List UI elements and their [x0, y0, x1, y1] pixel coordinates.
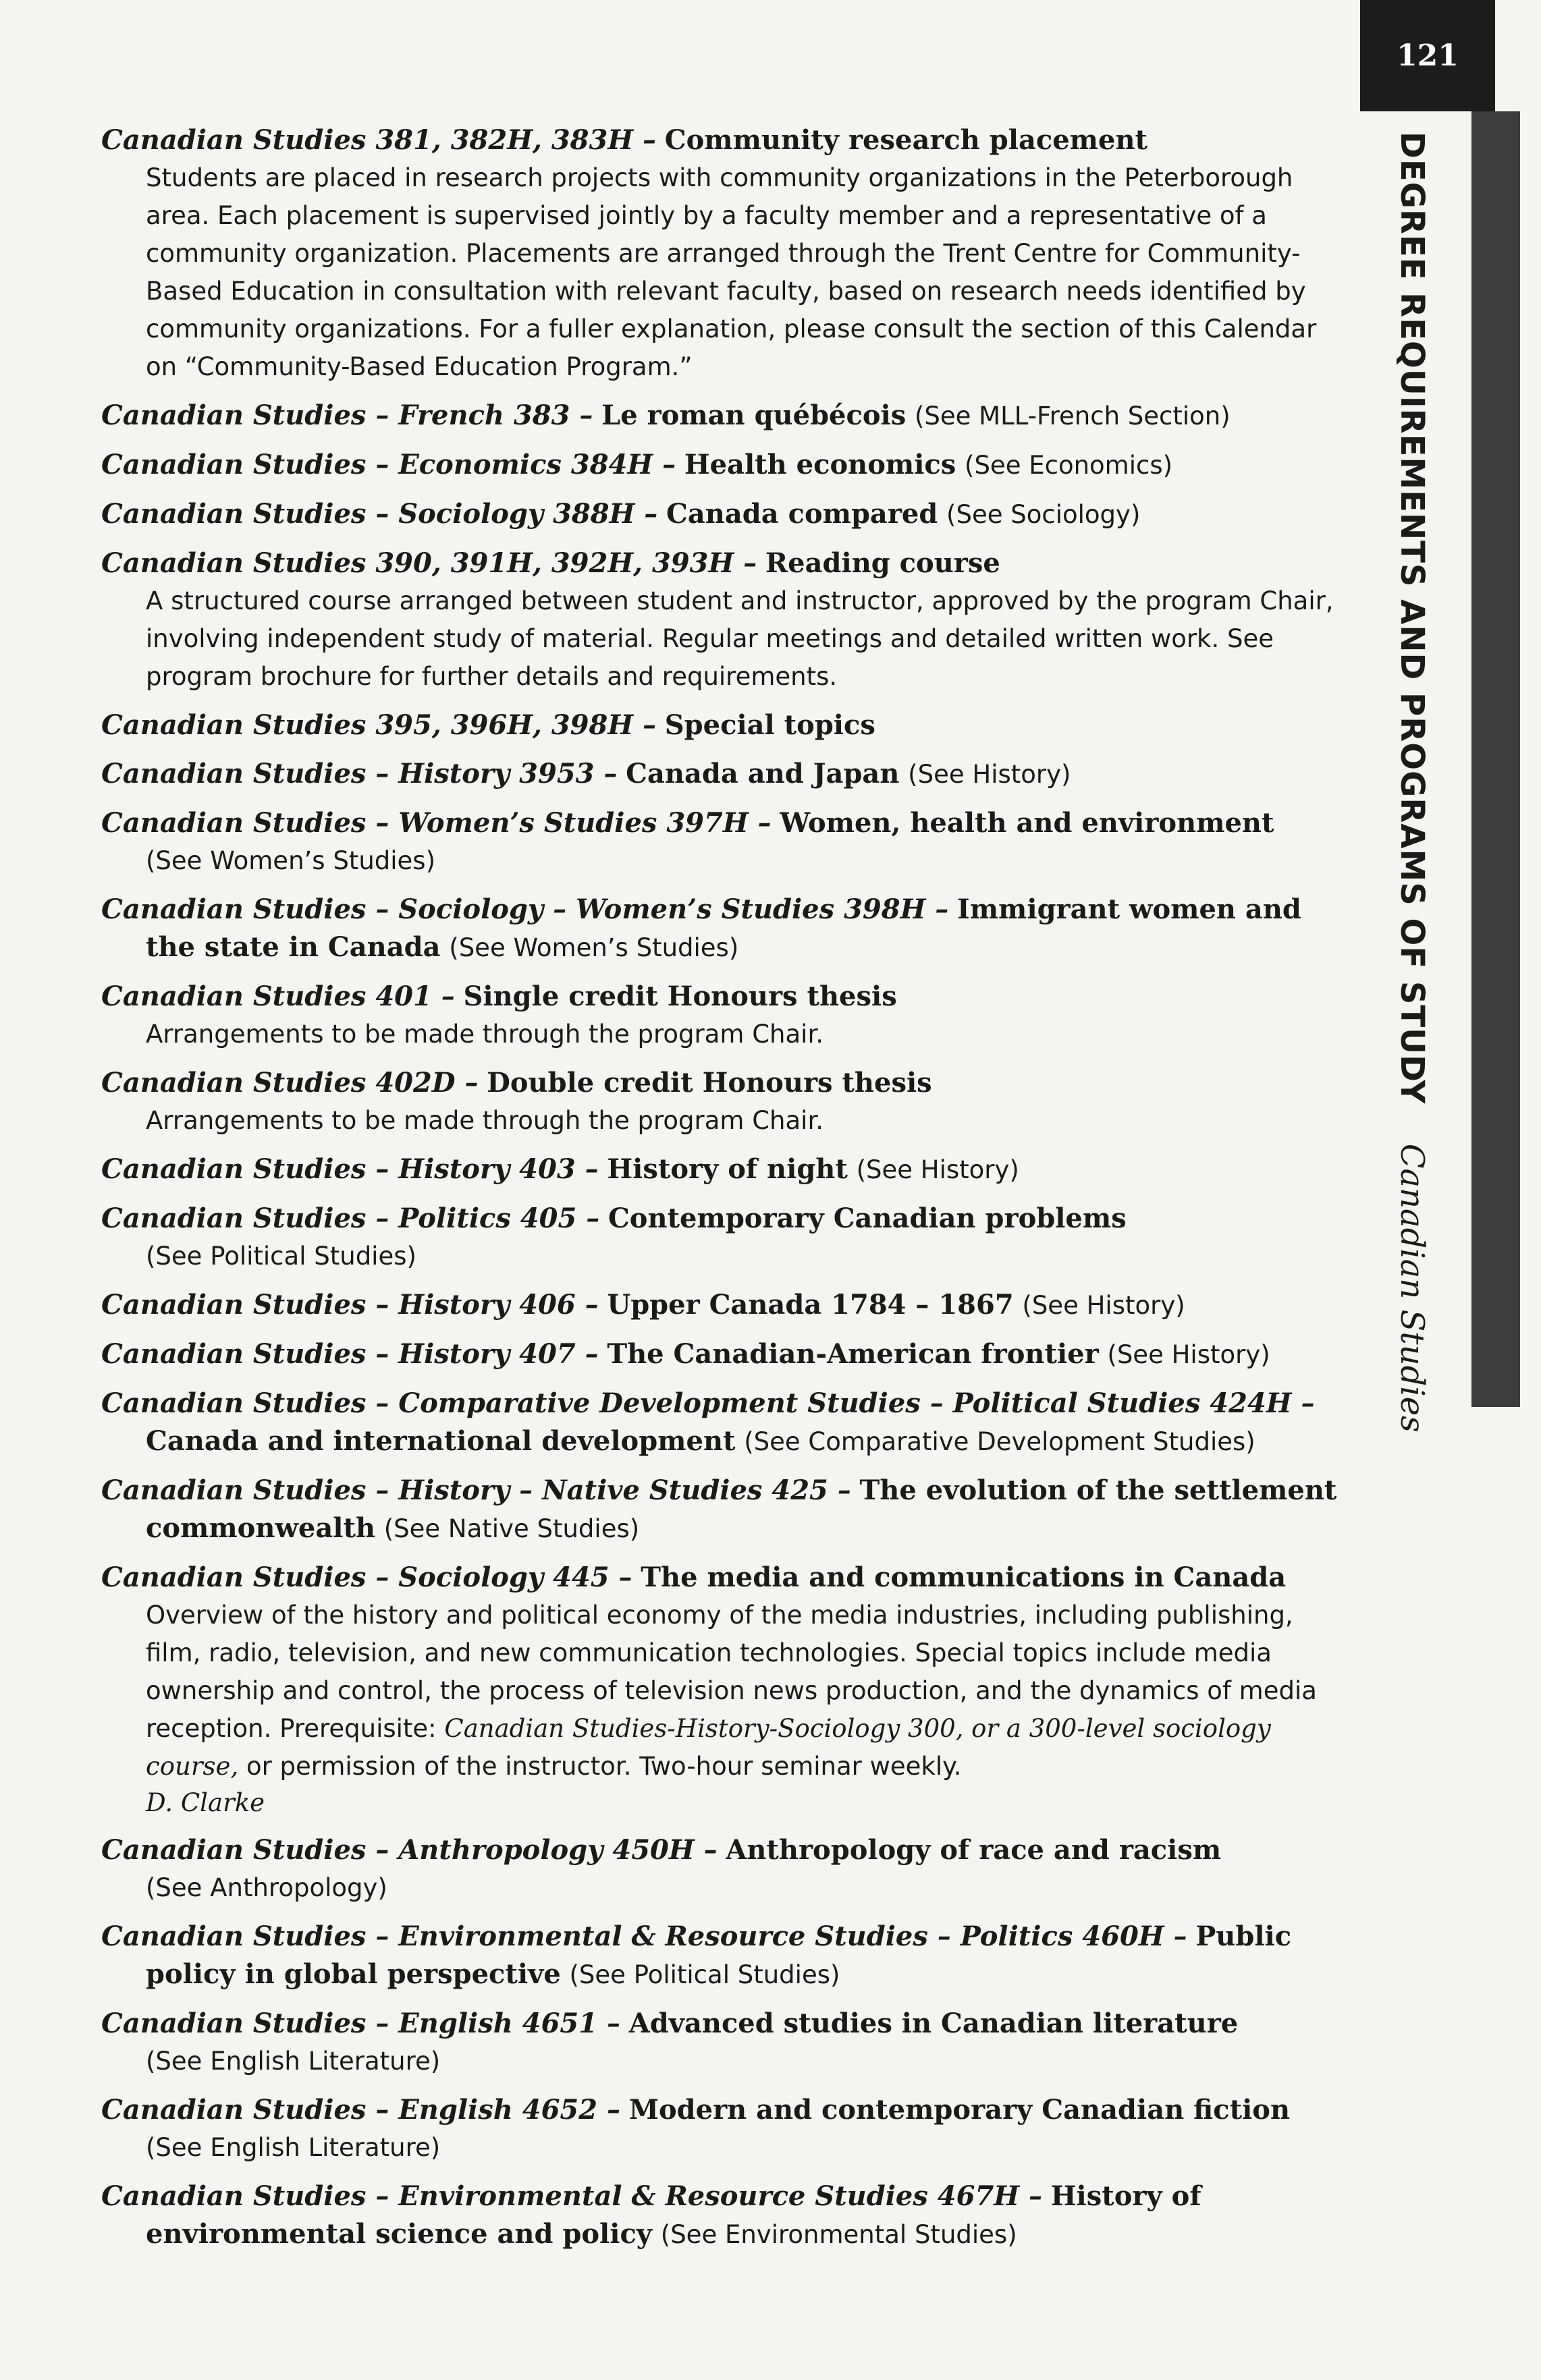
course-see-ref: (See History): [908, 760, 1071, 789]
course-title: Immigrant women and the state in Canada: [146, 893, 1301, 963]
course-heading: [101, 2091, 1350, 2129]
course-title: Canada compared: [666, 498, 938, 530]
course-code: Canadian Studies – History 407 –: [101, 1338, 599, 1370]
course-title: Public policy in global perspective: [146, 1920, 1292, 1990]
course-entry: [101, 891, 1350, 967]
course-heading: [101, 804, 1350, 842]
course-entry: [101, 978, 1350, 1053]
course-entry: [101, 1831, 1350, 1907]
course-see-ref: (See History): [1022, 1291, 1185, 1320]
course-description-text: Overview of the history and political economy of the media industries, including publishing, film, radio, television, and new communication technologies. Special topics include media ownership and control, the process of television news production, and the dynamics of media reception. Prerequisite:: [146, 1601, 1317, 1743]
course-see-ref: (See English Literature): [146, 2133, 441, 2162]
course-description: Arrangements to be made through the program Chair.: [146, 1106, 824, 1135]
course-description: Arrangements to be made through the program Chair.: [146, 1020, 824, 1049]
course-heading: [101, 891, 1350, 967]
course-code: Canadian Studies – English 4652 –: [101, 2094, 620, 2126]
course-title: Upper Canada 1784 – 1867: [607, 1289, 1014, 1321]
course-code: Canadian Studies – Women’s Studies 397H –: [101, 807, 772, 839]
course-description: Students are placed in research projects with community organizations in the Peterborough area. Each placement is supervised jointly by a faculty member and a representative of a community organization. Placements are arranged through the Trent Centre for Community-Based Education in consultation with relevant faculty, based on research needs identified by community organizations. For a fuller explanation, please consult the section of this Calendar on “Community-Based Education Program.”: [146, 163, 1317, 381]
course-code: Canadian Studies – Politics 405 –: [101, 1202, 600, 1234]
course-heading: [101, 707, 1350, 744]
course-description: A structured course arranged between student and instructor, approved by the program Chair, involving independent study of material. Regular meetings and detailed written work. See program brochure for further details and requirements.: [146, 586, 1334, 691]
course-title: Single credit Honours thesis: [463, 980, 897, 1012]
course-prerequisite: Canadian Studies-History-Sociology 300, or a 300-level sociology course,: [146, 1714, 1271, 1781]
course-entry: [101, 397, 1350, 435]
course-heading: [101, 1200, 1350, 1238]
course-heading: [101, 397, 1350, 435]
course-see-ref: (See Women’s Studies): [449, 933, 739, 962]
course-code: Canadian Studies 402D –: [101, 1067, 479, 1099]
course-title: Reading course: [765, 547, 1000, 579]
course-description: [101, 1597, 1350, 1786]
course-title: Canada and Japan: [626, 758, 900, 790]
course-title: Community research placement: [664, 124, 1148, 156]
course-code: Canadian Studies – Comparative Development Studies – Political Studies 424H –: [101, 1387, 1315, 1419]
course-description-end: or permission of the instructor. Two-hour seminar weekly.: [246, 1752, 962, 1781]
course-title: Women, health and environment: [780, 807, 1274, 839]
course-code: Canadian Studies – History 403 –: [101, 1153, 599, 1185]
course-entry: [101, 1200, 1350, 1275]
course-code: Canadian Studies – French 383 –: [101, 399, 593, 431]
course-entry: [101, 804, 1350, 880]
course-code: Canadian Studies – History 406 –: [101, 1289, 599, 1321]
section-side-label: [1393, 132, 1431, 1433]
course-code: Canadian Studies – History – Native Studies 425 –: [101, 1474, 851, 1506]
course-see-ref: (See Political Studies): [569, 1960, 840, 1989]
course-title: Anthropology of race and racism: [726, 1834, 1222, 1866]
course-title: Modern and contemporary Canadian fiction: [628, 2094, 1291, 2126]
course-entry: [101, 2178, 1350, 2254]
course-entry: [101, 446, 1350, 485]
course-see-ref: (See Anthropology): [146, 1873, 387, 1902]
course-code: Canadian Studies – Anthropology 450H –: [101, 1834, 718, 1866]
course-heading: [101, 1151, 1350, 1189]
course-title: The evolution of the settlement commonwealth: [146, 1474, 1337, 1544]
course-code: Canadian Studies – Sociology 445 –: [101, 1561, 632, 1593]
course-heading: [101, 978, 1350, 1016]
course-heading: [101, 495, 1350, 534]
course-code: Canadian Studies 401 –: [101, 980, 455, 1012]
course-see-ref: (See History): [1107, 1340, 1270, 1369]
course-heading: [101, 545, 1350, 582]
course-see-ref: (See Comparative Development Studies): [744, 1427, 1255, 1456]
course-title: The Canadian-American frontier: [607, 1338, 1099, 1370]
course-see-ref: (See Economics): [965, 451, 1173, 480]
course-entry: [101, 1472, 1350, 1548]
course-title: History of environmental science and policy: [146, 2180, 1201, 2250]
course-title: Health economics: [684, 449, 956, 480]
course-code: Canadian Studies – Sociology – Women’s Studies 398H –: [101, 893, 949, 925]
course-code: Canadian Studies 390, 391H, 392H, 393H –: [101, 547, 757, 579]
course-heading: [101, 1286, 1350, 1325]
course-title: Le roman québécois: [601, 399, 907, 431]
course-see-ref: (See Women’s Studies): [146, 846, 436, 875]
course-heading: [101, 2178, 1350, 2254]
course-entry: [101, 121, 1350, 386]
course-title: History of night: [607, 1153, 848, 1185]
course-title: Contemporary Canadian problems: [607, 1202, 1127, 1234]
course-heading: [101, 1064, 1350, 1102]
course-see-ref: (See History): [856, 1155, 1019, 1184]
course-see-ref: (See Political Studies): [146, 1242, 416, 1271]
course-heading: [101, 1385, 1350, 1461]
course-heading: [101, 755, 1350, 794]
course-entry: [101, 1918, 1350, 1994]
course-title: Double credit Honours thesis: [487, 1067, 932, 1099]
course-entry: [101, 2091, 1350, 2167]
course-title: Special topics: [664, 709, 875, 741]
course-entry: [101, 495, 1350, 534]
course-code: Canadian Studies – Economics 384H –: [101, 449, 676, 480]
course-code: Canadian Studies 381, 382H, 383H –: [101, 124, 657, 156]
course-entry: [101, 1151, 1350, 1189]
course-entry: [101, 1064, 1350, 1140]
course-entry: [101, 1335, 1350, 1374]
course-heading: [101, 1831, 1350, 1869]
section-side-bar: [1471, 111, 1520, 1407]
course-heading: [101, 446, 1350, 485]
course-code: Canadian Studies – English 4651 –: [101, 2008, 620, 2039]
course-code: Canadian Studies – History 3953 –: [101, 758, 618, 790]
course-entry: [101, 1385, 1350, 1461]
subsection-title: Canadian Studies: [1393, 1143, 1431, 1433]
course-list: [101, 121, 1350, 2265]
course-entry: [101, 545, 1350, 696]
course-see-ref: (See Environmental Studies): [660, 2220, 1017, 2249]
page-number: [1360, 0, 1495, 111]
course-entry: [101, 2005, 1350, 2080]
course-heading: [101, 2005, 1350, 2043]
course-heading: [101, 1559, 1350, 1597]
course-title: Advanced studies in Canadian literature: [628, 2008, 1239, 2039]
course-see-ref: (See MLL-French Section): [914, 402, 1231, 431]
course-title: The media and communications in Canada: [641, 1561, 1287, 1593]
course-see-ref: (See Native Studies): [383, 1514, 640, 1543]
course-code: Canadian Studies – Environmental & Resource Studies 467H –: [101, 2180, 1043, 2212]
course-entry: [101, 1559, 1350, 1821]
course-code: Canadian Studies – Sociology 388H –: [101, 498, 658, 530]
course-instructor: D. Clarke: [146, 1788, 265, 1817]
course-see-ref: (See Sociology): [946, 500, 1141, 529]
course-see-ref: (See English Literature): [146, 2047, 441, 2076]
course-heading: [101, 121, 1350, 159]
course-entry: [101, 1286, 1350, 1325]
course-code: Canadian Studies 395, 396H, 398H –: [101, 709, 657, 741]
course-code: Canadian Studies – Environmental & Resource Studies – Politics 460H –: [101, 1920, 1187, 1952]
page-number-text: 121: [1397, 38, 1459, 73]
course-entry: [101, 707, 1350, 744]
course-entry: [101, 755, 1350, 794]
section-title: DEGREE REQUIREMENTS AND PROGRAMS OF STUDY: [1393, 132, 1431, 1105]
course-title: Canada and international development: [146, 1425, 736, 1457]
course-heading: [101, 1472, 1350, 1548]
course-heading: [101, 1335, 1350, 1374]
course-heading: [101, 1918, 1350, 1994]
